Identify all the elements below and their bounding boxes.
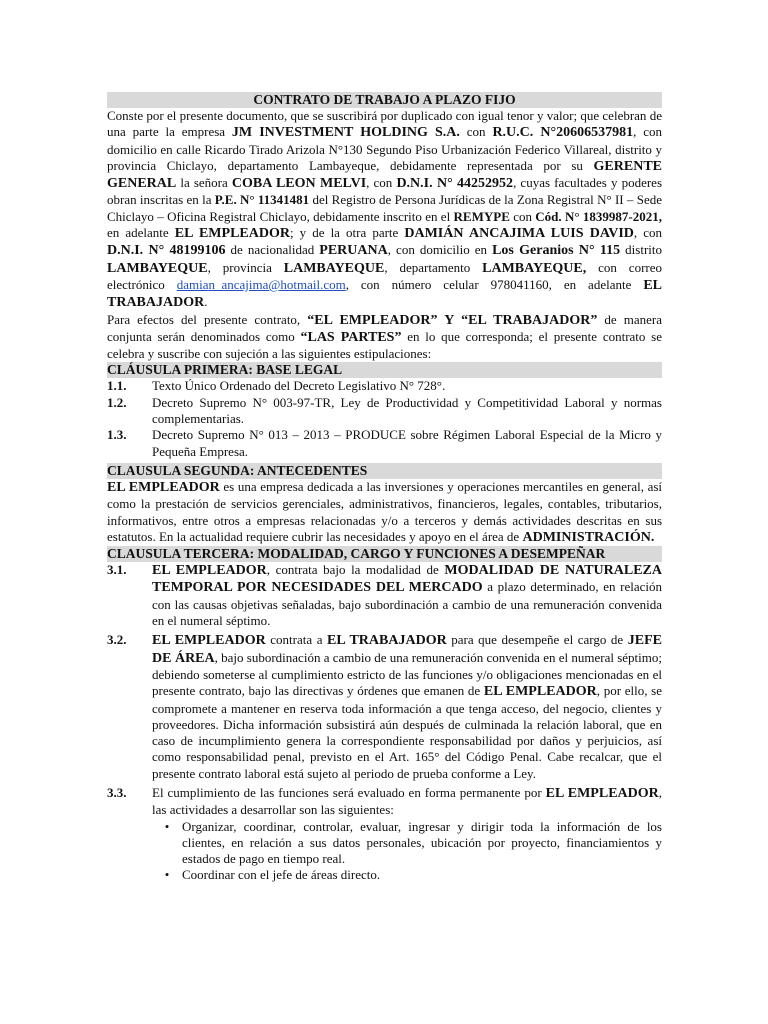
clause-number: 3.1. bbox=[107, 562, 127, 578]
intro-text: , con número celular 978041160, en adelante bbox=[345, 276, 644, 292]
list-item-text: Organizar, coordinar, controlar, evaluar, ingresar y dirigir toda la información de los clientes, en relación a sus datos personales, ubicación por proyecto, financiamientos y estados de pago en tiempo real. bbox=[182, 818, 662, 867]
clause-text: Texto Único Ordenado del Decreto Legislativo N° 728°. bbox=[152, 378, 446, 394]
employer-label: EL EMPLEADOR bbox=[545, 785, 659, 801]
clause-text-part: , las actividades a desarrollar son las siguientes: bbox=[152, 784, 662, 818]
parties-both: “EL EMPLEADOR” Y “EL TRABAJADOR” bbox=[307, 312, 598, 328]
representative-dni: D.N.I. N° 44252952 bbox=[396, 176, 514, 192]
worker-dni: D.N.I. N° 48199106 bbox=[107, 243, 226, 259]
employer-label: EL EMPLEADOR bbox=[152, 563, 267, 579]
clause-heading-third: CLAUSULA TERCERA: MODALIDAD, CARGO Y FUNCIONES A DESEMPEÑAR bbox=[107, 546, 662, 562]
bullet-icon: • bbox=[164, 867, 170, 883]
clause-text: Decreto Supremo N° 013 – 2013 – PRODUCE sobre Régimen Laboral Especial de la Micro y Pequeña Empresa. bbox=[152, 427, 662, 459]
clause-heading-first: CLÁUSULA PRIMERA: BASE LEGAL bbox=[107, 362, 662, 378]
clause-number: 1.2. bbox=[107, 394, 127, 410]
worker-department: LAMBAYEQUE, bbox=[482, 260, 587, 276]
parties-paragraph bbox=[107, 312, 662, 363]
intro-text: , departamento bbox=[384, 259, 483, 275]
remype-label: REMYPE bbox=[453, 208, 510, 224]
clause-text-part: , bajo subordinación a cambio de una remuneración convenida en el numeral séptimo; debiendo someterse al cumplimiento estricto de las funciones y/o obligaciones mencionadas en el presente contrato, bajo las directivas y órdenes que emanen de bbox=[152, 649, 663, 699]
parties-text: en lo que corresponda; el presente contrato se celebra y suscribe con sujeción a las siguientes estipulaciones: bbox=[107, 328, 663, 362]
intro-text: , provincia bbox=[207, 259, 284, 275]
parties-text: Para efectos del presente contrato, bbox=[107, 311, 308, 327]
email-link[interactable]: damian_ancajima@hotmail.com bbox=[176, 276, 346, 292]
remype-code: Cód. N° 1839987-2021, bbox=[535, 208, 662, 224]
clause-text-part: , contrata bajo la modalidad de bbox=[266, 562, 445, 578]
area-label: ADMINISTRACIÓN. bbox=[522, 529, 655, 545]
clause-item bbox=[107, 378, 662, 394]
clause-item bbox=[107, 395, 662, 428]
employer-label: EL EMPLEADOR bbox=[174, 226, 290, 242]
registry-pe: P.E. N° 11341481 bbox=[214, 192, 310, 208]
clause-item bbox=[107, 632, 662, 782]
intro-text: . bbox=[204, 294, 208, 310]
company-name: JM INVESTMENT HOLDING S.A. bbox=[231, 125, 460, 141]
intro-text: la señora bbox=[176, 175, 232, 191]
clause-heading-second: CLAUSULA SEGUNDA: ANTECEDENTES bbox=[107, 463, 662, 479]
intro-text: de nacionalidad bbox=[225, 242, 320, 258]
worker-province: LAMBAYEQUE bbox=[283, 260, 385, 276]
employer-label: EL EMPLEADOR bbox=[483, 684, 597, 700]
employer-label: EL EMPLEADOR bbox=[152, 633, 266, 649]
intro-text: del Registro de Persona Jurídicas de la Zona Registral N° II – Sede Chiclayo – Oficina Registral Chiclayo, debidamente inscrito en el bbox=[107, 192, 662, 224]
intro-text: Conste por el presente documento, que se suscribirá por duplicado con igual tenor y valor; que celebran de una parte la empresa bbox=[107, 108, 662, 140]
clause-text-part: El cumplimiento de las funciones será evaluado en forma permanente por bbox=[152, 784, 546, 800]
intro-text: ; y de la otra parte bbox=[289, 225, 405, 241]
worker-district: LAMBAYEQUE bbox=[107, 260, 208, 276]
list-item-text: Coordinar con el jefe de áreas directo. bbox=[182, 867, 381, 883]
company-ruc: R.U.C. N°20606537981 bbox=[492, 125, 634, 141]
intro-text: con bbox=[459, 124, 493, 140]
intro-text: en adelante bbox=[107, 225, 175, 241]
clause-text bbox=[152, 785, 662, 884]
employer-label: EL EMPLEADOR bbox=[107, 479, 220, 495]
intro-paragraph bbox=[107, 108, 662, 312]
worker-label: EL TRABAJADOR bbox=[327, 633, 447, 649]
clause-item bbox=[107, 427, 662, 460]
intro-text: distrito bbox=[620, 242, 663, 258]
worker-nationality: PERUANA bbox=[319, 243, 388, 259]
document-title: CONTRATO DE TRABAJO A PLAZO FIJO bbox=[107, 92, 662, 108]
contract-document bbox=[107, 92, 662, 884]
parties-las: “LAS PARTES” bbox=[300, 329, 402, 345]
clause-item bbox=[107, 562, 662, 629]
intro-text: , con domicilio en calle Ricardo Tirado Arizola N°130 Segundo Piso Urbanización Federico Villareal, distrito y provincia Chiclayo, departamento Lambayeque, debidamente representada por su bbox=[107, 124, 662, 173]
representative-name: COBA LEON MELVI bbox=[231, 176, 367, 192]
clause-text-part: contrata a bbox=[265, 632, 328, 648]
worker-address: Los Geranios N° 115 bbox=[492, 243, 621, 259]
intro-text: con bbox=[509, 208, 536, 224]
parties-text: de manera conjunta serán denominados como bbox=[107, 311, 662, 344]
clause-text-part: para que desempeñe el cargo de bbox=[446, 632, 628, 648]
clause-text bbox=[152, 632, 662, 782]
intro-text: , con bbox=[633, 225, 662, 241]
job-title: JEFE DE ÁREA bbox=[152, 633, 662, 666]
background-text: es una empresa dedicada a las inversiones y operaciones mercantiles en general, así como la prestación de servicios gerenciales, administrativos, financieros, legales, contables, tributarios, informativos, entre otros a empresas relacionadas y/o a terceros y demás actividades descritas en sus estatutos. En la actualidad requiere cubrir las necesidades y apoyo en el área de bbox=[107, 478, 663, 544]
clause-number: 1.3. bbox=[107, 427, 127, 443]
worker-name: DAMIÁN ANCAJIMA LUIS DAVID bbox=[404, 226, 634, 242]
duties-list bbox=[152, 819, 662, 884]
clause-number: 3.3. bbox=[107, 784, 127, 800]
clause-number: 3.2. bbox=[107, 632, 127, 648]
list-item bbox=[152, 867, 662, 883]
clause-text bbox=[152, 562, 662, 629]
intro-text: , cuyas facultades y poderes obran inscritas en la bbox=[107, 175, 663, 208]
intro-text: con correo electrónico bbox=[107, 259, 663, 292]
representative-role: GERENTE GENERAL bbox=[107, 158, 662, 192]
worker-label: EL TRABAJADOR bbox=[107, 277, 662, 311]
clause-text-part: a plazo determinado, en relación con las causas objetivas señaladas, bajo subordinación a cambio de una remuneración convenida en el numeral séptimo. bbox=[152, 579, 662, 629]
bullet-icon: • bbox=[164, 818, 170, 834]
list-item bbox=[152, 819, 662, 868]
clause-number: 1.1. bbox=[107, 378, 127, 394]
clause-text-part: , por ello, se compromete a mantener en reserva toda información a que tenga acceso, del negocio, clientes y proveedores. Dicha información subsistirá aún después de culminada la relación laboral, que en caso de incumplimiento genera la correspondiente responsabilidad por daños y perjuicios, así como responsabilidad penal, previsto en el Art. 165° del Código Penal. Cabe recalcar, que el presente contrato laboral está sujeto al periodo de prueba conforme a Ley. bbox=[152, 683, 662, 781]
contract-modality: MODALIDAD DE NATURALEZA TEMPORAL POR NECESIDADES DEL MERCADO bbox=[152, 563, 662, 596]
intro-text: , con bbox=[366, 175, 397, 191]
clause-text: Decreto Supremo N° 003-97-TR, Ley de Productividad y Competitividad Laboral y normas complementarias. bbox=[152, 394, 662, 427]
clause-item bbox=[107, 785, 662, 884]
background-paragraph bbox=[107, 479, 662, 546]
intro-text: , con domicilio en bbox=[387, 242, 493, 258]
